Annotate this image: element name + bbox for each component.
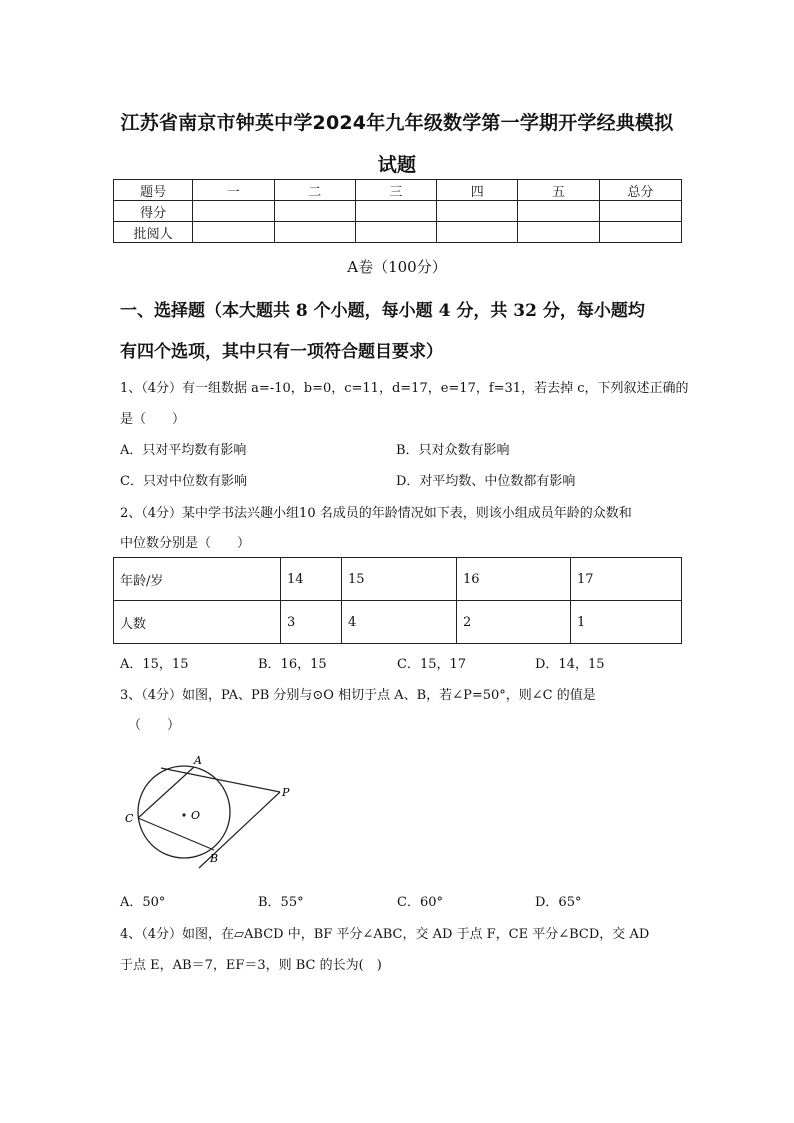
score-header-cell: 题号 xyxy=(114,180,193,201)
center-dot xyxy=(182,813,185,816)
score-header-cell: 总分 xyxy=(599,180,681,201)
question-1-text-cont: 是（ ） xyxy=(120,412,186,427)
q2-option-c: C．15，17 xyxy=(397,657,467,672)
q1-option-d: D．对平均数、中位数都有影响 xyxy=(396,474,576,489)
chord-ca xyxy=(138,767,194,818)
score-cell xyxy=(437,222,518,243)
age-cell: 年龄/岁 xyxy=(114,558,281,601)
score-cell xyxy=(193,201,274,222)
age-cell: 17 xyxy=(571,558,682,601)
q3-option-c: C．60° xyxy=(397,895,443,910)
score-cell xyxy=(355,201,436,222)
q1-option-a: A．只对平均数有影响 xyxy=(120,443,247,458)
score-table-row xyxy=(114,201,682,222)
question-4-text-cont: 于点 E，AB＝7，EF＝3，则 BC 的长为( ) xyxy=(120,958,382,973)
q1-option-b: B．只对众数有影响 xyxy=(396,443,510,458)
section-heading-cont: 有四个选项，其中只有一项符合题目要求） xyxy=(120,342,443,362)
page-title-cont: 试题 xyxy=(377,154,417,176)
score-header-cell: 五 xyxy=(518,180,599,201)
score-cell xyxy=(274,201,355,222)
q2-option-b: B．16，15 xyxy=(258,657,327,672)
score-table xyxy=(113,179,682,243)
score-cell xyxy=(518,222,599,243)
score-cell xyxy=(437,201,518,222)
tangent-circle-figure xyxy=(115,750,300,870)
score-header-cell: 一 xyxy=(193,180,274,201)
volume-title: A卷（100分） xyxy=(347,258,447,276)
page-title: 江苏省南京市钟英中学2024年九年级数学第一学期开学经典模拟 xyxy=(120,112,674,134)
label-o: O xyxy=(191,809,201,822)
label-b: B xyxy=(210,852,219,865)
q2-option-d: D．14，15 xyxy=(535,657,605,672)
q3-option-d: D．65° xyxy=(535,895,582,910)
q3-option-b: B．55° xyxy=(258,895,304,910)
question-4-text: 4、（4分）如图，在▱ABCD 中，BF 平分∠ABC，交 AD 于点 F，CE 平分∠BCD，交 AD xyxy=(120,927,650,942)
circle-o xyxy=(138,766,230,858)
score-cell xyxy=(599,201,681,222)
age-table xyxy=(113,557,682,644)
score-table-header-row xyxy=(114,180,682,201)
score-row-label: 得分 xyxy=(114,201,193,222)
score-cell xyxy=(518,201,599,222)
question-2-text-cont: 中位数分别是（ ） xyxy=(120,536,251,551)
score-table-row xyxy=(114,222,682,243)
count-cell: 3 xyxy=(281,601,342,644)
age-cell: 15 xyxy=(342,558,457,601)
label-p: P xyxy=(282,786,290,799)
score-cell xyxy=(274,222,355,243)
label-a: A xyxy=(194,754,202,767)
age-table-row xyxy=(114,601,682,644)
chord-cb xyxy=(138,818,214,850)
count-cell: 人数 xyxy=(114,601,281,644)
score-row-label: 批阅人 xyxy=(114,222,193,243)
score-header-cell: 二 xyxy=(274,180,355,201)
question-1-text: 1、（4分）有一组数据 a=-10，b=0，c=11，d=17，e=17，f=31，若去掉 c，下列叙述正确的 xyxy=(120,381,689,396)
question-3-text: 3、（4分）如图，PA、PB 分别与⊙O 相切于点 A、B，若∠P=50°，则∠C 的值是 xyxy=(120,688,596,703)
q2-option-a: A．15，15 xyxy=(120,657,189,672)
label-c: C xyxy=(125,812,134,825)
age-cell: 14 xyxy=(281,558,342,601)
section-heading: 一、选择题（本大题共 8 个小题，每小题 4 分，共 32 分，每小题均 xyxy=(120,301,645,321)
score-cell xyxy=(355,222,436,243)
count-cell: 4 xyxy=(342,601,457,644)
q3-option-a: A．50° xyxy=(120,895,166,910)
question-3-text-cont: （ ） xyxy=(128,718,181,733)
q1-option-c: C．只对中位数有影响 xyxy=(120,474,247,489)
age-table-row xyxy=(114,558,682,601)
age-cell: 16 xyxy=(457,558,571,601)
count-cell: 2 xyxy=(457,601,571,644)
count-cell: 1 xyxy=(571,601,682,644)
question-2-text: 2、（4分）某中学书法兴趣小组10 名成员的年龄情况如下表，则该小组成员年龄的众数和 xyxy=(120,506,632,521)
score-header-cell: 三 xyxy=(355,180,436,201)
score-cell xyxy=(599,222,681,243)
score-cell xyxy=(193,222,274,243)
score-header-cell: 四 xyxy=(437,180,518,201)
